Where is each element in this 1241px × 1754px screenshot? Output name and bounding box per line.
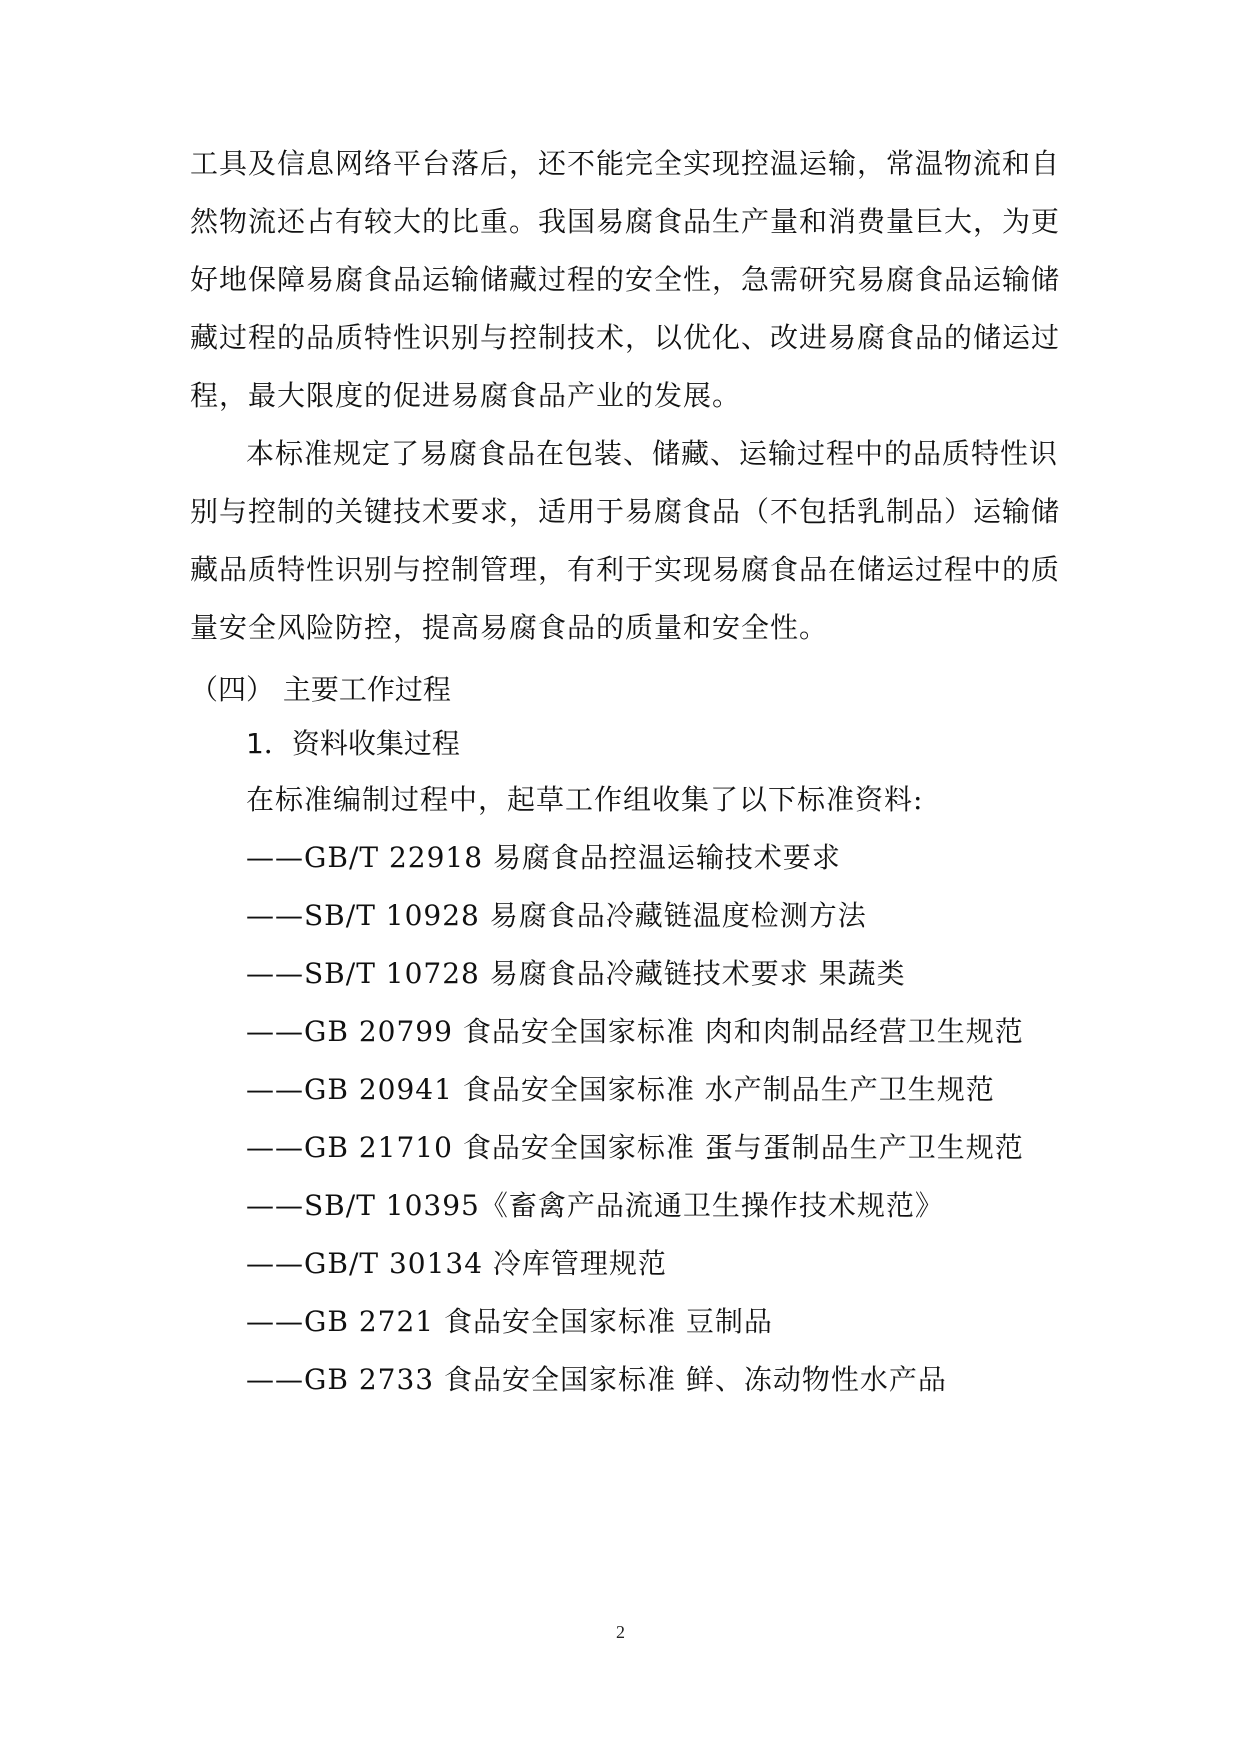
reference-item: ——GB 20941 食品安全国家标准 水产制品生产卫生规范 (246, 1073, 995, 1106)
paragraph-1-line-2: 然物流还占有较大的比重。我国易腐食品生产量和消费量巨大，为更 (190, 205, 1061, 238)
reference-item: ——GB 2721 食品安全国家标准 豆制品 (246, 1305, 773, 1338)
reference-item: ——GB/T 30134 冷库管理规范 (246, 1247, 667, 1280)
paragraph-1-line-5: 程，最大限度的促进易腐食品产业的发展。 (190, 379, 742, 412)
reference-item: ——GB 20799 食品安全国家标准 肉和肉制品经营卫生规范 (246, 1015, 1024, 1048)
section-heading: （四） 主要工作过程 (190, 673, 451, 706)
page-number: 2 (616, 1622, 625, 1642)
reference-item: ——GB 2733 食品安全国家标准 鲜、冻动物性水产品 (246, 1363, 947, 1396)
intro-text: 在标准编制过程中，起草工作组收集了以下标准资料: (246, 783, 924, 816)
paragraph-2-line-1: 本标准规定了易腐食品在包装、储藏、运输过程中的品质特性识 (246, 437, 1059, 470)
paragraph-2-line-2: 别与控制的关键技术要求，适用于易腐食品（不包括乳制品）运输储 (190, 495, 1061, 528)
reference-item: ——GB/T 22918 易腐食品控温运输技术要求 (246, 841, 841, 874)
paragraph-1-line-1: 工具及信息网络平台落后，还不能完全实现控温运输，常温物流和自 (190, 147, 1061, 180)
paragraph-2-line-3: 藏品质特性识别与控制管理，有利于实现易腐食品在储运过程中的质 (190, 553, 1061, 586)
paragraph-1-line-3: 好地保障易腐食品运输储藏过程的安全性，急需研究易腐食品运输储 (190, 263, 1061, 296)
reference-item: ——SB/T 10928 易腐食品冷藏链温度检测方法 (246, 899, 867, 932)
paragraph-1-line-4: 藏过程的品质特性识别与控制技术，以优化、改进易腐食品的储运过 (190, 321, 1061, 354)
reference-item: ——SB/T 10728 易腐食品冷藏链技术要求 果蔬类 (246, 957, 906, 990)
reference-item: ——GB 21710 食品安全国家标准 蛋与蛋制品生产卫生规范 (246, 1131, 1024, 1164)
reference-item: ——SB/T 10395《畜禽产品流通卫生操作技术规范》 (246, 1189, 944, 1222)
paragraph-2-line-4: 量安全风险防控，提高易腐食品的质量和安全性。 (190, 611, 829, 644)
subsection-heading: 1．资料收集过程 (246, 727, 460, 760)
